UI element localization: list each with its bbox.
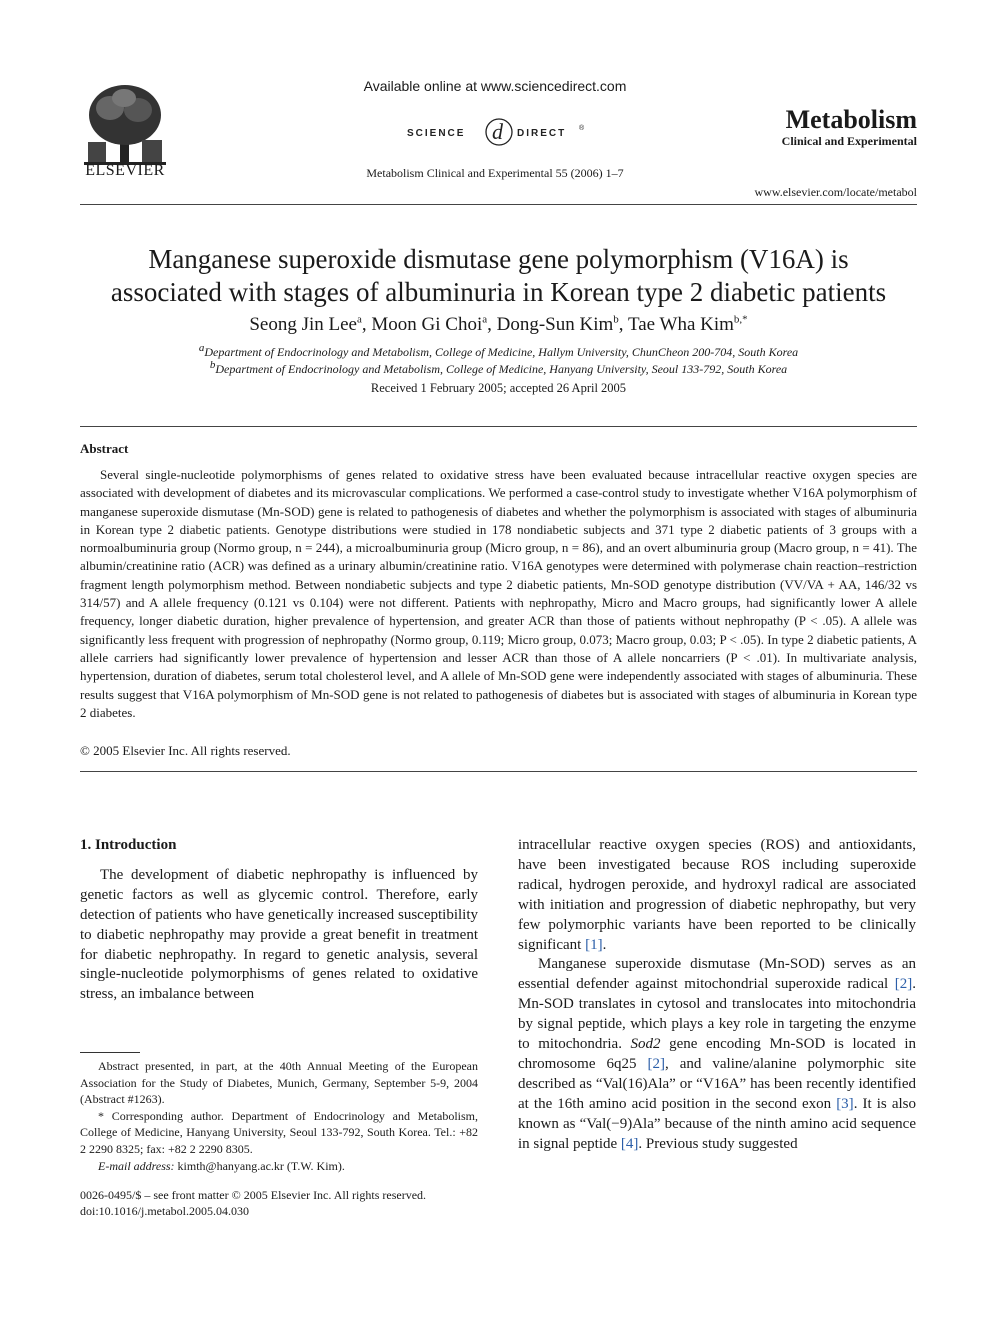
email-label: E-mail address: [98,1158,175,1173]
footnote-divider [80,1052,140,1053]
author-separator: , [361,314,372,335]
abstract-top-divider [80,426,917,427]
author-name: Dong-Sun Kim [496,314,614,335]
right-paragraph-2 [518,955,916,1154]
article-title [80,243,917,309]
affiliation-a [80,342,917,360]
issn-line: 0026-0495/$ – see front matter © 2005 Elsevier Inc. All rights reserved. [80,1188,427,1202]
sciencedirect-logo-icon [395,112,595,152]
author-list [80,314,917,336]
svg-text:DIRECT: DIRECT [517,128,567,139]
header-divider [80,204,917,205]
svg-text:®: ® [579,125,585,132]
right-paragraph-1 [518,836,916,955]
body-left-column [80,836,478,1005]
journal-name: Metabolism [785,105,917,134]
citation-ref-3[interactable]: [3] [836,1095,854,1112]
abstract-body: Several single-nucleotide polymorphisms of genes related to oxidative stress have been evaluated because intracellular reactive oxygen species are associated with development of diabetes and its microvascular complications. We performed a case-control study to investigate whether V16A polymorphism of manganese superoxide dismutase (Mn-SOD) gene is related to pathogenesis of diabetes and whether the polymorphism is associated with stages of albuminuria in Korean type 2 diabetic patients. Genotype distributions were studied in 178 nondiabetic subjects and 371 type 2 diabetic patients of 3 groups with a normoalbuminuria group (Normo group, n = 244), a microalbuminuria group (Micro group, n = 86), and an overt albuminuria group (Macro group, n = 41). The albumin/creatinine ratio (ACR) was defined as a urinary albumin/creatinine ratio. V16A genotypes were determined with polymerase chain reaction–restriction fragment length polymorphism method. Between nondiabetic subjects and type 2 diabetic patients, Mn-SOD genotype distribution (VV/VA + AA, 146/32 vs 314/57) and A allele frequency (0.121 vs 0.104) were not different. Patients with nephropathy, Micro and Macro groups, had significantly lower A allele frequency, longer diabetic duration, higher prevalence of hypertension, and greater ACR than those of patients without nephropathy (P < .05). A allele was significantly less frequent with progression of nephropathy (Normo group, 0.119; Micro group, 0.073; Macro group, 0.03; P < .05). In type 2 diabetic patients, A allele carriers had significantly lower prevalence of hypertension and lesser ACR than those of A allele noncarriers (P < .01). In multivariate analysis, hypertension, duration of diabetes, serum total cholesterol level, and A allele of Mn-SOD gene were independently associated with stages of albuminuria. These results suggest that V16A polymorphism of Mn-SOD gene is not related to pathogenesis of diabetes but is associated with stages of albuminuria in Korean type 2 diabetes. [80,467,917,720]
paragraph-text: . It is also known as “Val(−9)Ala” because of the ninth amino acid sequence in signal peptide [518,1095,916,1152]
author-name: Seong Jin Lee [249,314,357,335]
issn-doi-block [80,1187,500,1219]
svg-text:d: d [492,119,503,144]
author-separator: , [618,314,628,335]
author-name: Tae Wha Kim [627,314,734,335]
title-line-1: Manganese superoxide dismutase gene polymorphism (V16A) is [148,244,849,274]
paragraph-text: Manganese superoxide dismutase (Mn-SOD) serves as an essential defender against mitochondrial superoxide radical [518,956,916,993]
citation-ref-2[interactable]: [2] [894,976,913,993]
sciencedirect-logo [395,112,595,152]
paragraph-text: , and valine/alanine polymorphic site described as “Val(16)Ala” or “V16A” has been recently identified at the 16th amino acid position in the second exon [518,1055,916,1112]
affiliation-text: Department of Endocrinology and Metabolism, College of Medicine, Hanyang University, Seoul 133-792, South Korea [215,362,788,376]
citation-ref-2[interactable]: [2] [647,1055,665,1072]
body-right-column [518,836,916,1155]
paragraph-text: gene encoding Mn-SOD is located in chromosome 6q25 [518,1036,916,1072]
journal-subtitle: Clinical and Experimental [781,134,917,148]
journal-url[interactable]: www.elsevier.com/locate/metabol [754,185,917,199]
doi-line[interactable]: doi:10.1016/j.metabol.2005.04.030 [80,1204,249,1218]
journal-citation: Metabolism Clinical and Experimental 55 (2006) 1–7 [366,166,624,180]
footnote-email [80,1158,478,1175]
paragraph-text: . Previous study suggested [638,1135,798,1152]
svg-text:SCIENCE: SCIENCE [407,128,466,139]
footnote-presentation: Abstract presented, in part, at the 40th Annual Meeting of the European Association for the Study of Diabetes, Munich, Germany, September 5-9, 2004 (Abstract #1263). [80,1059,478,1107]
gene-name: Sod2 [630,1036,661,1053]
author-name: Moon Gi Choi [371,314,483,335]
author-affiliation-marker: b,* [733,313,748,326]
affiliation-b [80,359,917,377]
affiliation-marker: a [198,342,205,354]
affiliation-text: Department of Endocrinology and Metabolism, College of Medicine, Hallym University, ChunCheon 200-704, South Korea [204,345,799,359]
citation-ref-1[interactable]: [1] [585,936,603,953]
affiliation-marker: b [209,359,216,371]
intro-paragraph: The development of diabetic nephropathy is influenced by genetic factors as well as glycemic control. Therefore, early detection of patients who have genetically increased susceptibility to diabetic nephropathy may provide a great benefit in treatment for diabetic nephropathy. In regard to genetic analysis, several single-nucleotide polymorphisms of genes related to oxidative stress, an imbalance between [80,866,478,1003]
abstract-copyright: © 2005 Elsevier Inc. All rights reserved. [80,743,291,758]
abstract-heading: Abstract [80,441,129,456]
footnote-corresponding-author: * Corresponding author. Department of Endocrinology and Metabolism, College of Medicine, Hanyang University, Seoul 133-792, South Korea. Tel.: +82 2 2290 8325; fax: +82 2 2290 8305. [80,1108,478,1156]
citation-ref-4[interactable]: [4] [620,1135,639,1152]
email-address[interactable]: kimth@hanyang.ac.kr (T.W. Kim). [174,1158,345,1173]
author-separator: , [487,314,497,335]
author-affiliation-marker: a [356,313,362,326]
author-affiliation-marker: a [482,313,488,326]
publisher-logo-text: ELSEVIER [85,162,165,179]
available-online-text[interactable]: Available online at www.sciencedirect.com [363,78,627,94]
section-heading-introduction: 1. Introduction [80,837,177,853]
paragraph-text: . Mn-SOD translates in cytosol and translocates into mitochondria by signal peptide, which plays a key role in targeting the enzyme to mitochondria. [518,976,916,1053]
abstract-bottom-divider [80,771,917,772]
author-affiliation-marker: b [613,313,619,326]
received-dates: Received 1 February 2005; accepted 26 April 2005 [370,381,627,395]
footnotes [80,1058,478,1174]
paragraph-text: . [602,936,607,953]
paragraph-text: intracellular reactive oxygen species (ROS) and antioxidants, have been investigated because ROS including superoxide radical, hydrogen peroxide, and hydroxyl radical are associated with initiation and progression of diabetic nephropathy, but very few polymorphic variants have been reported to be clinically significant [518,837,916,953]
title-line-2: associated with stages of albuminuria in Korean type 2 diabetic patients [110,277,887,307]
